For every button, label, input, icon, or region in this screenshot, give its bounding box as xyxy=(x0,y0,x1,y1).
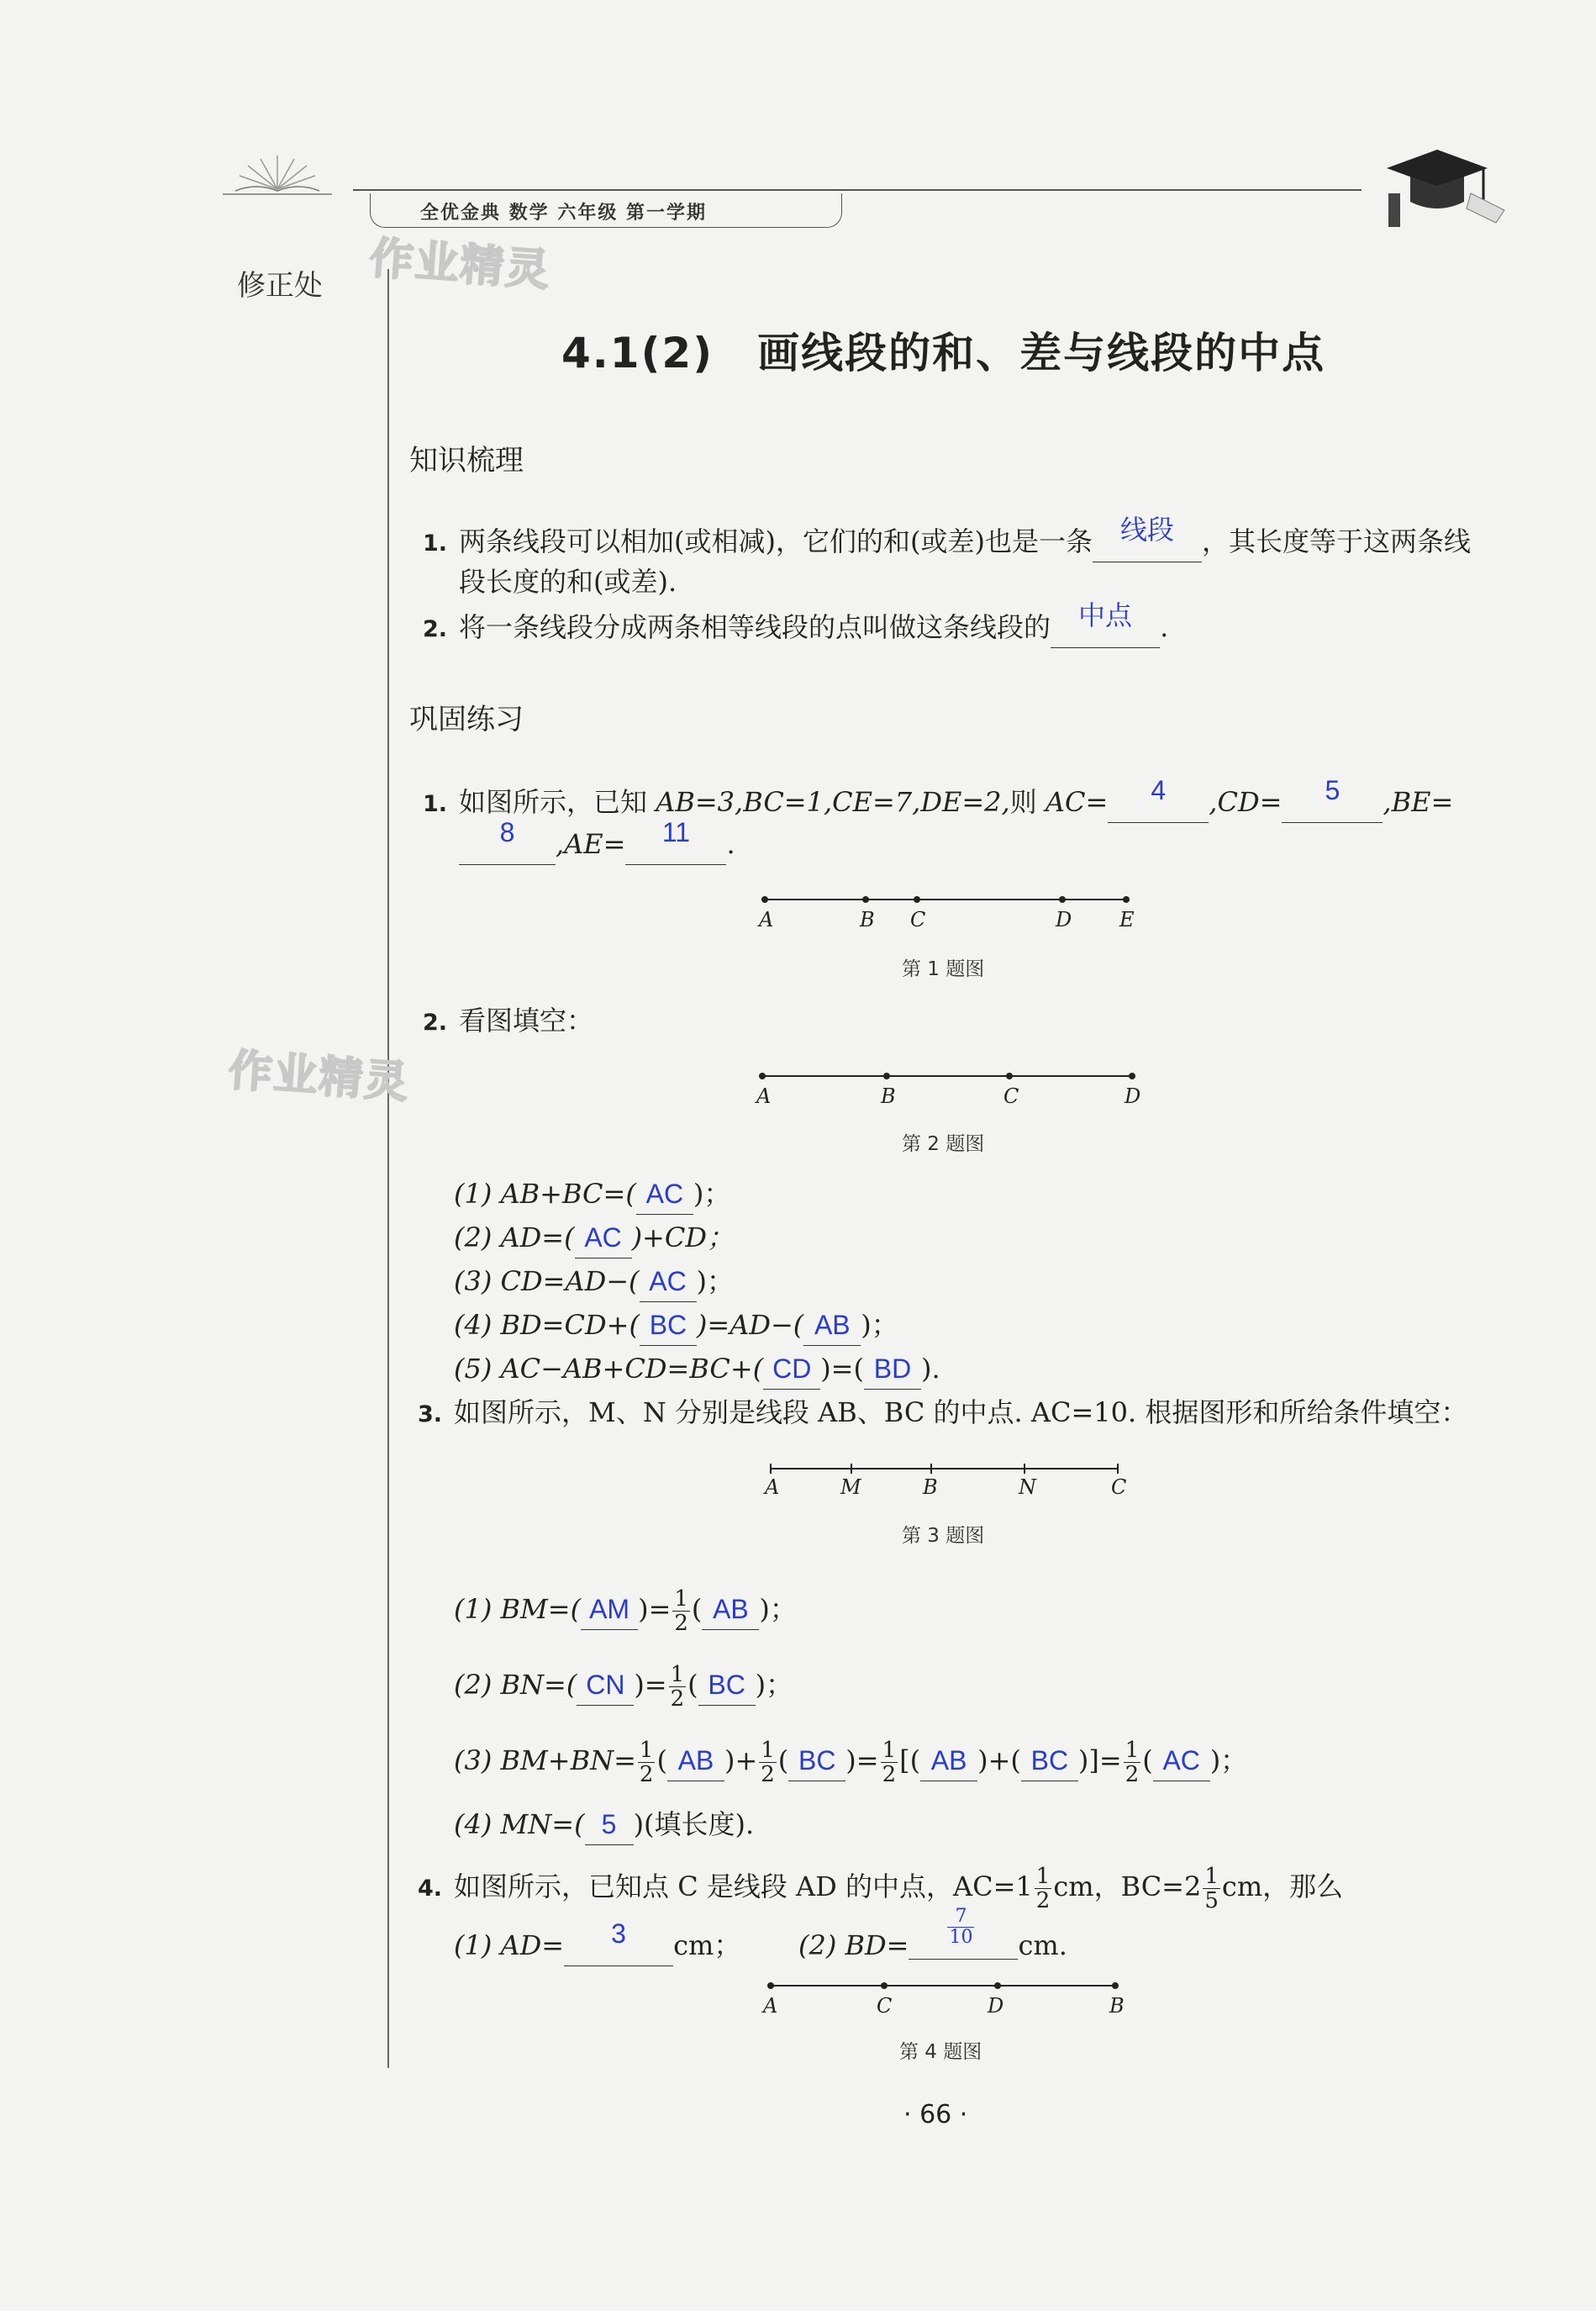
point-b xyxy=(1112,1982,1119,1989)
point-label: A xyxy=(765,1475,780,1499)
q4-sub-1: (1) AD= 3 cm； xyxy=(454,1925,740,1966)
q2-sub-4: (4) BD=CD+( BC )=AD−( AB )； xyxy=(454,1305,898,1346)
point-d xyxy=(1059,896,1066,903)
q3-sub-1: (1) BM=( AM )= $\frac{1}{2}$ ( AB )； xyxy=(454,1586,797,1636)
blank-answer: 4 xyxy=(1108,782,1209,823)
point-label: A xyxy=(756,1084,772,1108)
point-label: B xyxy=(923,1475,938,1499)
point-a xyxy=(761,896,768,903)
q4-sub-2: (2) BD= $\frac{7}{10}$ cm. xyxy=(798,1906,1067,1961)
point-label: B xyxy=(1109,1994,1125,2018)
q2-sub-2: (2) AD=( AC )+CD； xyxy=(454,1217,734,1258)
q3-sub-2: (2) BN=( CN )= $\frac{1}{2}$ ( BC )； xyxy=(454,1662,793,1712)
header-rule xyxy=(353,189,1362,191)
knowledge-item-1: 1. 两条线段可以相加(或相减)，它们的和(或差)也是一条 线段 ，其长度等于这两条线 xyxy=(423,521,1471,564)
q2-sub-1: (1) AB+BC=( AC )； xyxy=(454,1174,730,1215)
blank-answer: 线段 xyxy=(1093,521,1202,562)
blank-answer: 3 xyxy=(564,1925,673,1966)
margin-rule xyxy=(387,269,389,2068)
blank-answer: 8 xyxy=(459,824,556,865)
knowledge-item-1-cont: 段长度的和(或差). xyxy=(459,566,677,598)
q1-line-2: 8 ,AE= 11 . xyxy=(459,824,735,865)
q4-line: 4. 如图所示，已知点 C 是线段 AD 的中点，AC=1 $\frac{1}{2}$ cm，BC=2 $\frac{1}{5}$ cm，那么 xyxy=(418,1864,1344,1913)
q3-figure xyxy=(761,1459,1139,1484)
book-sun-icon xyxy=(219,147,336,198)
page-number: · 66 · xyxy=(903,2100,968,2129)
point-label: C xyxy=(1111,1475,1127,1499)
watermark-top: 作业精灵 xyxy=(367,233,553,297)
point-label: A xyxy=(763,1994,778,2018)
point-label: D xyxy=(988,1994,1004,2018)
q2-line: 2. 看图填空： xyxy=(423,1005,594,1037)
knowledge-item-2: 2. 将一条线段分成两条相等线段的点叫做这条线段的 中点 . xyxy=(423,607,1168,650)
practice-heading: 巩固练习 xyxy=(409,703,524,736)
q2-sub-5: (5) AC−AB+CD=BC+( CD )=( BD ). xyxy=(454,1348,940,1390)
point-label: N xyxy=(1019,1475,1036,1499)
q1-line-1: 1. 如图所示，已知 AB=3,BC=1,CE=7,DE=2,则 AC= 4 ,CD= 5 ,BE= xyxy=(423,782,1453,825)
point-a xyxy=(759,1073,766,1079)
point-label: A xyxy=(759,908,774,931)
point-d xyxy=(1129,1073,1135,1079)
point-c xyxy=(914,896,920,903)
q3-line: 3. 如图所示，M、N 分别是线段 AB、BC 的中点. AC=10. 根据图形和所给条件填空： xyxy=(418,1396,1468,1428)
q3-caption: 第 3 题图 xyxy=(902,1525,985,1547)
point-e xyxy=(1123,896,1130,903)
point-label: B xyxy=(881,1084,896,1108)
point-label: D xyxy=(1125,1084,1141,1108)
q1-caption: 第 1 题图 xyxy=(902,958,985,980)
point-label: C xyxy=(910,908,926,931)
q4-figure xyxy=(761,1973,1130,2007)
q2-caption: 第 2 题图 xyxy=(902,1133,985,1155)
lesson-title: 4.1(2) 画线段的和、差与线段的中点 xyxy=(561,329,1326,377)
point-label: M xyxy=(840,1475,861,1499)
point-label: B xyxy=(860,908,875,931)
watermark-middle: 作业精灵 xyxy=(226,1045,412,1109)
q3-sub-4: (4) MN=( 5 )(填长度). xyxy=(454,1804,754,1845)
point-label: D xyxy=(1056,908,1072,931)
point-a xyxy=(767,1982,774,1989)
blank-answer: 11 xyxy=(625,824,726,865)
point-label: C xyxy=(877,1994,893,2018)
q2-figure xyxy=(750,1063,1145,1097)
q1-figure xyxy=(752,887,1139,946)
q3-sub-3: (3) BM+BN= $\frac{1}{2}$ ( AB )+ $\frac{1}{2}$ ( BC )= $\frac{1}{2}$ [( AB )+( BC )]= $\frac{1}{2}$ ( AC )； xyxy=(454,1738,1248,1787)
point-b xyxy=(883,1073,890,1079)
blank-answer: $\frac{7}{10}$ xyxy=(909,1925,1018,1960)
q2-sub-3: (3) CD=AD−( AC )； xyxy=(454,1261,734,1302)
book-title: 全优金典 数学 六年级 第一学期 xyxy=(420,203,707,224)
margin-label: 修正处 xyxy=(237,269,323,303)
q4-caption: 第 4 题图 xyxy=(899,2041,982,2063)
point-b xyxy=(862,896,869,903)
point-d xyxy=(994,1982,1001,1989)
point-c xyxy=(881,1982,888,1989)
blank-answer: 中点 xyxy=(1051,607,1160,648)
point-c xyxy=(1006,1073,1013,1079)
knowledge-heading: 知识梳理 xyxy=(409,444,524,478)
point-label: C xyxy=(1003,1084,1019,1108)
blank-answer: 5 xyxy=(1282,782,1383,823)
point-label: E xyxy=(1119,908,1135,931)
graduation-cap-icon xyxy=(1378,143,1513,235)
